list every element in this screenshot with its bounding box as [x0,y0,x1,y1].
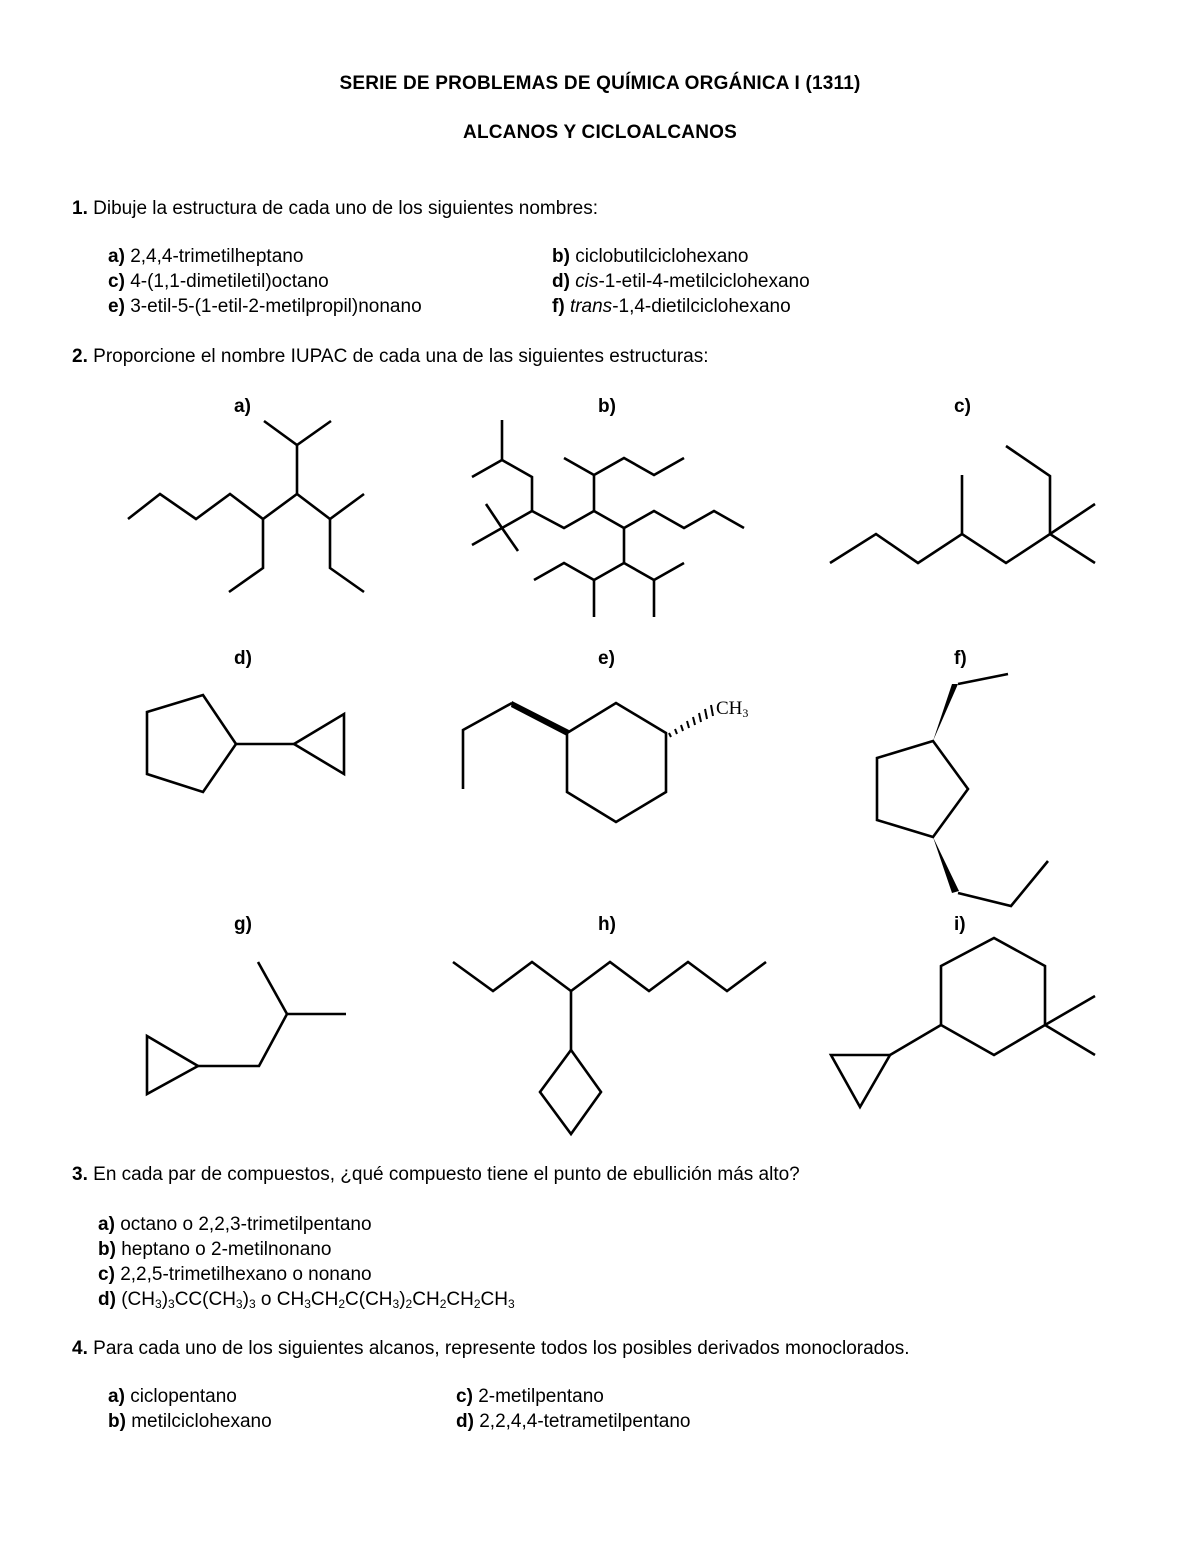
item-label: c) [108,271,125,292]
formula-part: CH [446,1289,474,1310]
structure-label-g: g) [234,914,252,935]
formula-part: (CH [121,1289,155,1310]
ch3-sub: 3 [742,706,749,720]
item-label: c) [456,1386,473,1407]
formula-sub: 3 [304,1297,311,1311]
ch3-main: CH [716,698,743,719]
structure-label-f: f) [954,648,967,669]
item-text: 3-etil-5-(1-etil-2-metilpropil)nonano [130,296,422,317]
question-3 [72,1164,800,1186]
item-text: ciclobutilciclohexano [575,246,749,267]
item-label: e) [108,296,125,317]
item-label: b) [98,1239,116,1260]
question-number: 2. [72,346,88,367]
item-text: octano o 2,2,3-trimetilpentano [120,1214,372,1235]
structure-c [830,446,1095,563]
structure-label-h: h) [598,914,616,935]
question-number: 3. [72,1164,88,1185]
structure-label-b: b) [598,396,616,417]
structure-g [147,962,346,1094]
structure-label-a: a) [234,396,251,417]
formula-sub: 2 [473,1297,481,1311]
question-prompt: Proporcione el nombre IUPAC de cada una de las siguientes estructuras: [93,346,709,367]
formula-sub: 2 [439,1297,447,1311]
question-number: 4. [72,1338,88,1359]
q3-item [98,1264,372,1286]
structure-label-i: i) [954,914,966,935]
item-label: c) [98,1264,115,1285]
stereo-prefix: trans [569,296,613,317]
q3-item [98,1214,372,1236]
formula-sub: 3 [507,1297,515,1311]
item-label: a) [108,1386,125,1407]
structure-f [877,674,1048,906]
formula-part: ) [242,1289,249,1310]
formula-part: o CH [255,1289,305,1310]
item-label: d) [552,271,570,292]
q3-item [98,1289,515,1311]
item-label: b) [108,1411,126,1432]
formula-sub: 3 [155,1297,162,1311]
formula-part: CC(CH [174,1289,236,1310]
formula-sub: 2 [405,1297,413,1311]
formula-part: ) [161,1289,169,1310]
formula-part: CH [412,1289,440,1310]
question-prompt: Dibuje la estructura de cada uno de los siguientes nombres: [93,198,598,219]
structure-a [128,421,364,592]
item-text: 2,2,4,4-tetrametilpentano [479,1411,691,1432]
formula-sub: 3 [235,1297,243,1311]
item-label: a) [108,246,125,267]
formula-part: ) [399,1289,406,1310]
structure-b [472,420,744,617]
structure-i [831,938,1095,1107]
page-title: SERIE DE PROBLEMAS DE QUÍMICA ORGÁNICA I (1311) [339,73,861,94]
item-text: 2,4,4-trimetilheptano [130,246,304,267]
item-text: metilciclohexano [131,1411,272,1432]
item-label: a) [98,1214,115,1235]
item-text: ciclopentano [130,1386,237,1407]
question-prompt: Para cada uno de los siguientes alcanos, represente todos los posibles derivados monoclorados. [93,1338,910,1359]
q4-item [108,1411,272,1433]
q3-item [98,1239,331,1261]
formula-sub: 2 [338,1297,346,1311]
question-4 [72,1338,910,1360]
item-label: d) [98,1289,116,1310]
formula-part: C(CH [345,1289,393,1310]
formula-part: CH [480,1289,508,1310]
question-number: 1. [72,198,88,219]
formula-sub: 3 [392,1297,400,1311]
item-label: f) [552,296,565,317]
formula-sub: 3 [168,1297,175,1311]
item-label: d) [456,1411,474,1432]
item-text: heptano o 2-metilnonano [121,1239,332,1260]
structure-h [453,962,766,1134]
formula-part: CH [310,1289,339,1310]
structure-label-d: d) [234,648,252,669]
formula-sub: 3 [248,1297,256,1311]
structure-label-e: e) [598,648,615,669]
structure-d [147,695,344,792]
item-text: 4-(1,1-dimetiletil)octano [130,271,329,292]
item-text: 2,2,5-trimetilhexano o nonano [120,1264,372,1285]
item-text: -1-etil-4-metilciclohexano [598,271,810,292]
stereo-prefix: cis [575,271,599,292]
item-text: 2-metilpentano [478,1386,604,1407]
item-label: b) [552,246,570,267]
question-prompt: En cada par de compuestos, ¿qué compuesto tiene el punto de ebullición más alto? [93,1164,800,1185]
item-formula [121,1289,514,1310]
structure-e [463,701,713,822]
q4-item [108,1386,237,1408]
q4-item [456,1386,604,1408]
q4-item [456,1411,690,1433]
page-subtitle: ALCANOS Y CICLOALCANOS [463,122,737,143]
structure-label-c: c) [954,396,971,417]
item-text: -1,4-dietilciclohexano [612,296,791,317]
